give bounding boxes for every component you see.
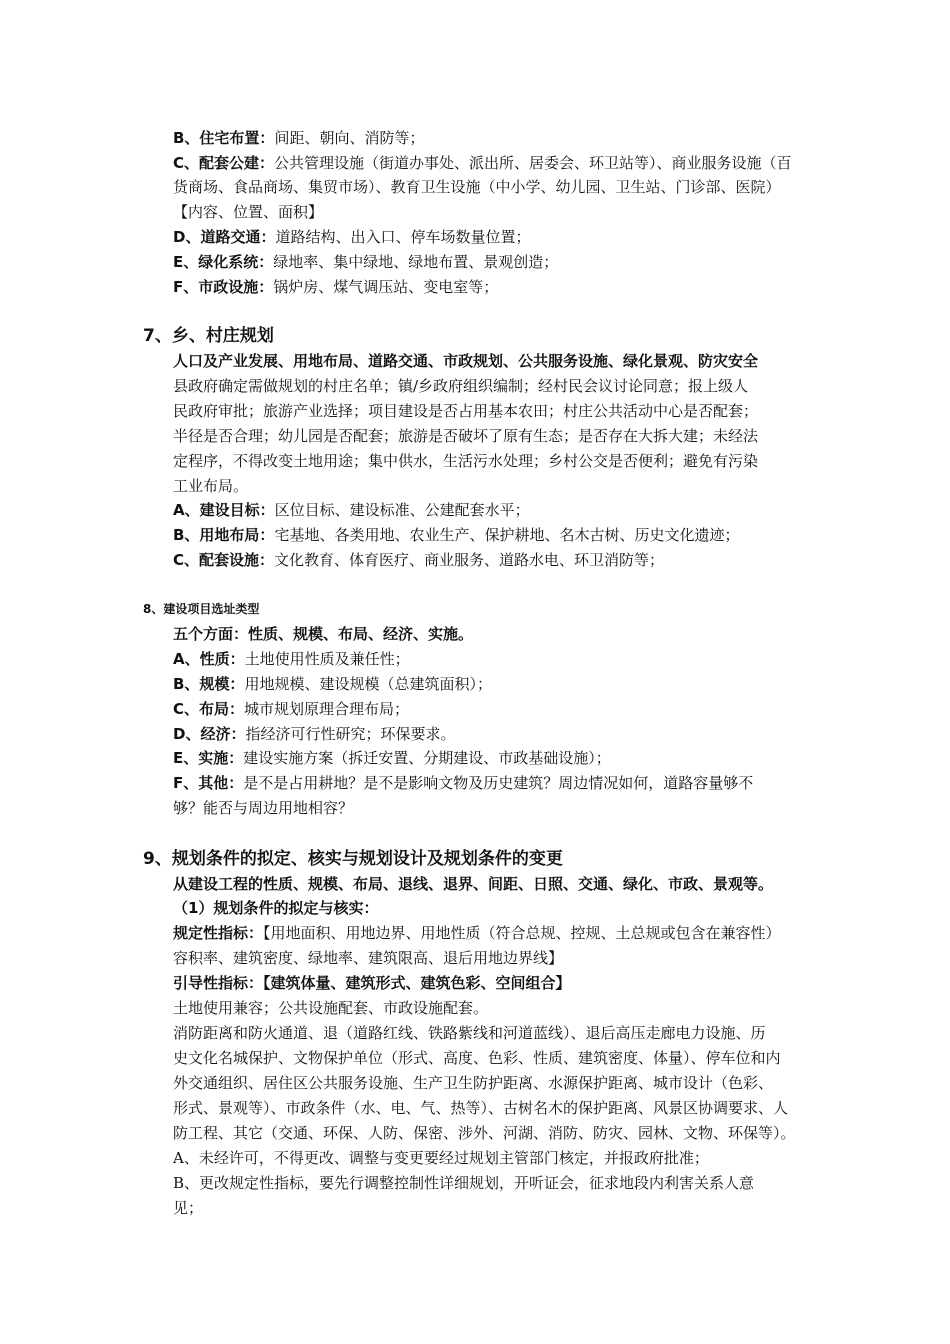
section9-line: 见； <box>173 1199 204 1217</box>
section8-item-c: C、布局：城市规划原理合理布局； <box>173 700 410 718</box>
section9-heading: 9、规划条件的拟定、核实与规划设计及规划条件的变更 <box>143 849 563 869</box>
section8-heading: 8、建设项目选址类型 <box>143 602 260 616</box>
section6-item-e: E、绿化系统：绿地率、集中绿地、绿地布置、景观创造； <box>173 253 559 271</box>
section8-item-b: B、规模：用地规模、建设规模（总建筑面积）； <box>173 675 492 693</box>
section9-line-prescriptive: 规定性指标：【用地面积、用地边界、用地性质（符合总规、控规、土总规或包含在兼容性） <box>173 924 781 942</box>
section8-item-a: A、性质：土地使用性质及兼任性； <box>173 650 410 668</box>
section7-body-line: 县政府确定需做规划的村庄名单；镇/乡政府组织编制；经村民会议讨论同意；报上级人 <box>173 377 749 395</box>
section6-item-b: B、住宅布置：间距、朝向、消防等； <box>173 129 425 147</box>
section6-item-c: C、配套公建：公共管理设施（街道办事处、派出所、居委会、环卫站等）、商业服务设施（百 <box>173 154 792 172</box>
section7-summary: 人口及产业发展、用地布局、道路交通、市政规划、公共服务设施、绿化景观、防灾安全 <box>173 352 759 370</box>
section9-summary: 从建设工程的性质、规模、布局、退线、退界、间距、日照、交通、绿化、市政、景观等。 <box>173 875 774 893</box>
section9-line: 消防距离和防火通道、退（道路红线、铁路紫线和河道蓝线）、退后高压走廊电力设施、历 <box>173 1024 766 1042</box>
section7-item-c: C、配套设施：文化教育、体育医疗、商业服务、道路水电、环卫消防等； <box>173 551 665 569</box>
section9-line: 防工程、其它（交通、环保、人防、保密、涉外、河湖、消防、防灾、园林、文物、环保等）。 <box>173 1124 796 1142</box>
section9-line-guiding: 引导性指标：【建筑体量、建筑形式、建筑色彩、空间组合】 <box>173 974 571 992</box>
section8-item-f-cont: 够？能否与周边用地相容？ <box>173 799 354 817</box>
section9-line: A、未经许可，不得更改、调整与变更要经过规划主管部门核定，并报政府批准； <box>173 1149 709 1167</box>
section6-item-f: F、市政设施：锅炉房、煤气调压站、变电室等； <box>173 278 499 296</box>
section6-item-c-cont: 货商场、食品商场、集贸市场）、教育卫生设施（中小学、幼儿园、卫生站、门诊部、医院） <box>173 178 781 196</box>
section9-line: 外交通组织、居住区公共服务设施、生产卫生防护距离、水源保护距离、城市设计（色彩、 <box>173 1074 774 1092</box>
section8-item-d: D、经济：指经济可行性研究；环保要求。 <box>173 725 456 743</box>
section9-line: 容积率、建筑密度、绿地率、建筑限高、退后用地边界线】 <box>173 949 564 967</box>
section8-summary: 五个方面：性质、规模、布局、经济、实施。 <box>173 625 474 643</box>
section7-body-line: 半径是否合理；幼儿园是否配套；旅游是否破坏了原有生态；是否存在大拆大建；未经法 <box>173 427 759 445</box>
section6-item-c-cont2: 【内容、位置、面积】 <box>173 203 324 221</box>
section7-body-line: 民政府审批；旅游产业选择；项目建设是否占用基本农田；村庄公共活动中心是否配套； <box>173 402 759 420</box>
section7-item-b: B、用地布局：宅基地、各类用地、农业生产、保护耕地、名木古树、历史文化遗迹； <box>173 526 740 544</box>
section9-line: 土地使用兼容；公共设施配套、市政设施配套。 <box>173 999 489 1017</box>
section9-line: B、更改规定性指标，要先行调整控制性详细规划，开听证会，征求地段内利害关系人意 <box>173 1174 755 1192</box>
section7-item-a: A、建设目标：区位目标、建设标准、公建配套水平； <box>173 501 530 519</box>
section9-line: 形式、景观等）、市政条件（水、电、气、热等）、古树名木的保护距离、风景区协调要求、人 <box>173 1099 789 1117</box>
section6-item-d: D、道路交通：道路结构、出入口、停车场数量位置； <box>173 228 531 246</box>
section7-body-line: 工业布局。 <box>173 477 249 495</box>
section8-item-f: F、其他：是不是占用耕地？是不是影响文物及历史建筑？周边情况如何，道路容量够不 <box>173 774 754 792</box>
section7-heading: 7、乡、村庄规划 <box>143 326 274 346</box>
section9-subheading: （1）规划条件的拟定与核实： <box>173 899 379 917</box>
section9-line: 史文化名城保护、文物保护单位（形式、高度、色彩、性质、建筑密度、体量）、停车位和内 <box>173 1049 781 1067</box>
section7-body-line: 定程序，不得改变土地用途；集中供水，生活污水处理；乡村公交是否便利；避免有污染 <box>173 452 759 470</box>
section8-item-e: E、实施：建设实施方案（拆迁安置、分期建设、市政基础设施）； <box>173 749 611 767</box>
